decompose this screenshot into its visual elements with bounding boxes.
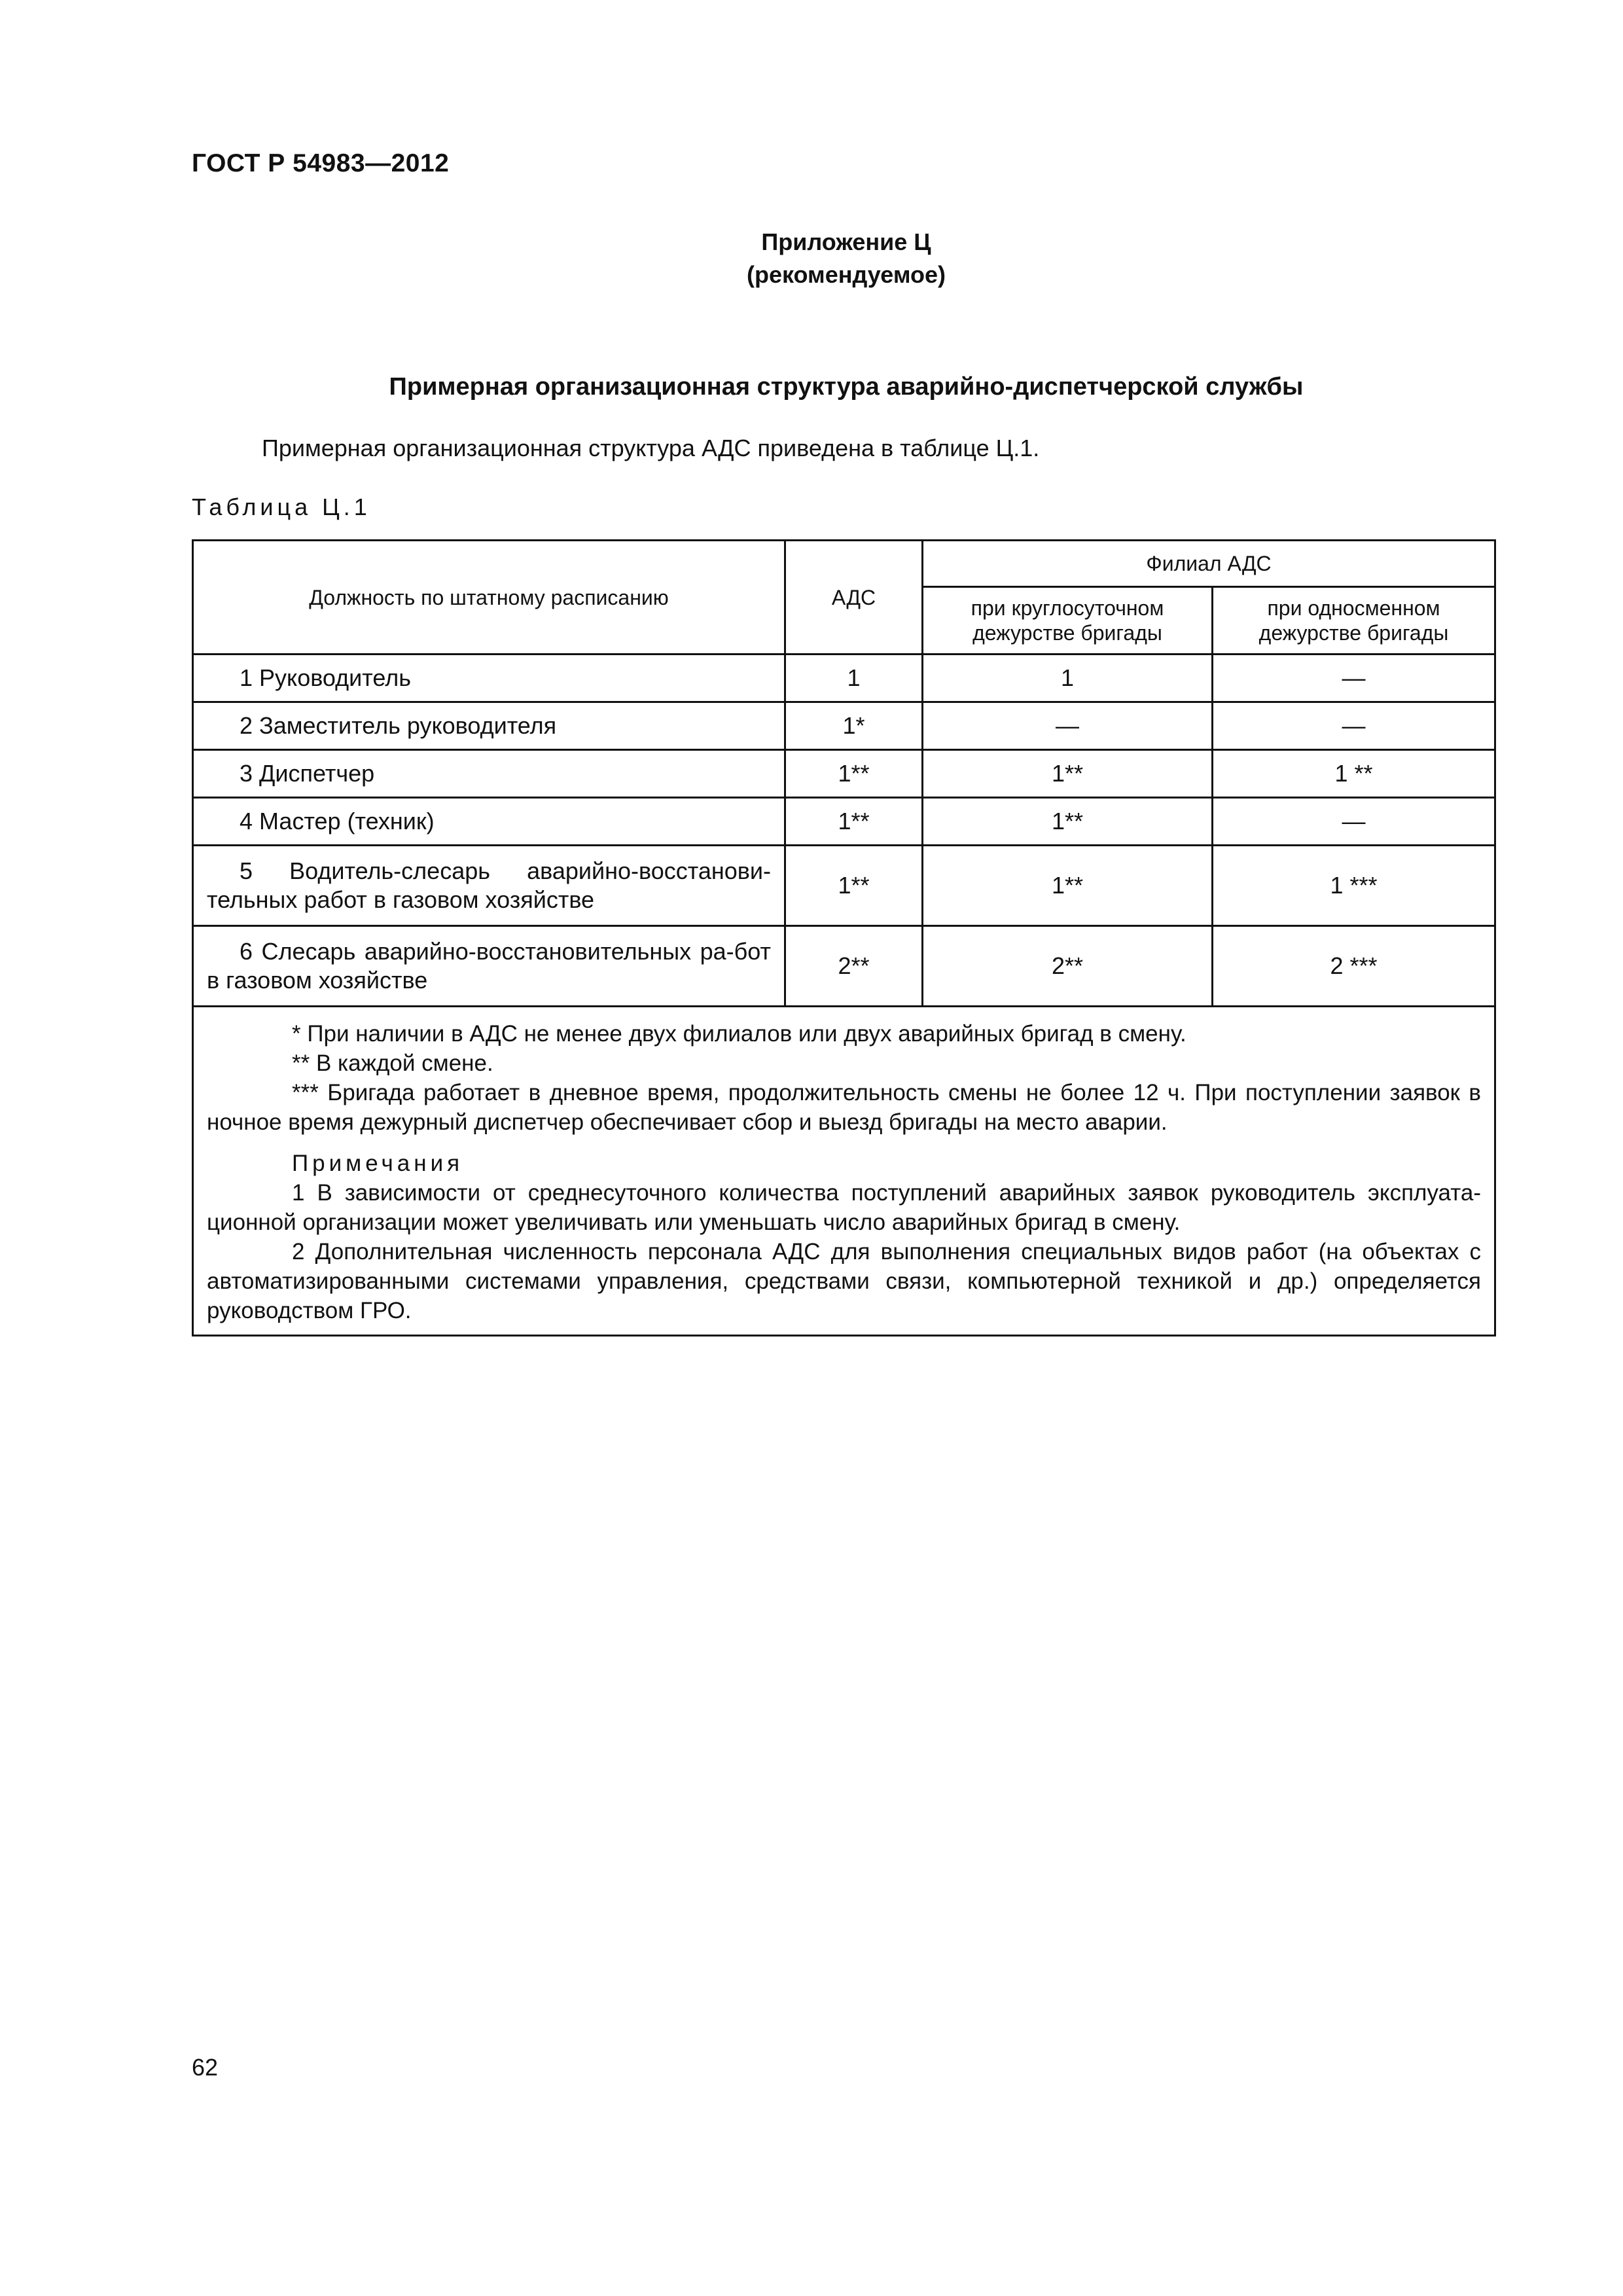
cell-round-clock: 1 (923, 655, 1213, 702)
notes-heading: Примечания (292, 1151, 464, 1176)
cell-single-shift: — (1213, 798, 1495, 846)
standard-code: ГОСТ Р 54983—2012 (192, 149, 450, 177)
table-row (193, 926, 1495, 1007)
cell-position: 1 Руководитель (193, 655, 785, 702)
table-header-row (193, 541, 1495, 587)
cell-round-clock: 1** (923, 798, 1213, 846)
intro-paragraph: Примерная организационная структура АДС приведена в таблице Ц.1. (262, 435, 1040, 461)
page-number: 62 (192, 2054, 219, 2081)
cell-round-clock: 1** (923, 846, 1213, 926)
table-row (193, 846, 1495, 926)
header-ads: АДС (785, 541, 923, 655)
header-position: Должность по штатному расписанию (193, 541, 785, 655)
footnote: *** Бригада работает в дневное время, продолжительность смены не более 12 ч. При поступлении заявок в ночное время дежурный диспетчер обеспечивает сбор и выезд бригады на место аварии. (207, 1080, 1482, 1135)
header-single-shift: при односменном дежурстве бригады (1213, 587, 1495, 655)
cell-ads: 2** (785, 926, 923, 1007)
cell-position: 3 Диспетчер (193, 750, 785, 798)
table-row (193, 655, 1495, 702)
header-round-clock: при круглосуточном дежурстве бригады (923, 587, 1213, 655)
header-branch: Филиал АДС (923, 541, 1495, 587)
cell-single-shift: — (1213, 655, 1495, 702)
footnote: ** В каждой смене. (292, 1050, 493, 1076)
cell-ads: 1 (785, 655, 923, 702)
appendix-title: Приложение Ц (761, 228, 931, 255)
cell-single-shift: 2 *** (1213, 926, 1495, 1007)
note: 1 В зависимости от среднесуточного количества поступлений аварийных заявок руководитель эксплуата-ционной организации может увеличивать или уменьшать число аварийных бригад в смену. (207, 1180, 1482, 1235)
appendix-status: (рекомендуемое) (747, 261, 946, 288)
notes-cell (193, 1007, 1495, 1336)
table-caption: Таблица Ц.1 (192, 493, 371, 520)
notes-row (193, 1007, 1495, 1336)
note: 2 Дополнительная численность персонала АДС для выполнения специальных видов работ (на объектах с автоматизированными системами управления, средствами связи, компьютерной техникой и др.) определяется руководством ГРО. (207, 1239, 1482, 1323)
document-title: Примерная организационная структура аварийно-диспетчерской службы (389, 373, 1304, 401)
cell-single-shift: 1 *** (1213, 846, 1495, 926)
cell-position: 5 Водитель-слесарь аварийно-восстанови-тельных работ в газовом хозяйстве (193, 846, 785, 926)
cell-single-shift: — (1213, 702, 1495, 750)
cell-position: 2 Заместитель руководителя (193, 702, 785, 750)
table-row (193, 750, 1495, 798)
cell-ads: 1** (785, 798, 923, 846)
staff-structure-table (192, 539, 1496, 1336)
cell-ads: 1** (785, 750, 923, 798)
cell-position: 6 Слесарь аварийно-восстановительных ра-бот в газовом хозяйстве (193, 926, 785, 1007)
cell-round-clock: — (923, 702, 1213, 750)
appendix-heading (0, 226, 1623, 291)
cell-round-clock: 2** (923, 926, 1213, 1007)
footnote: * При наличии в АДС не менее двух филиалов или двух аварийных бригад в смену. (292, 1021, 1186, 1047)
table-row (193, 702, 1495, 750)
cell-ads: 1* (785, 702, 923, 750)
cell-ads: 1** (785, 846, 923, 926)
cell-position: 4 Мастер (техник) (193, 798, 785, 846)
table-row (193, 798, 1495, 846)
cell-single-shift: 1 ** (1213, 750, 1495, 798)
cell-round-clock: 1** (923, 750, 1213, 798)
